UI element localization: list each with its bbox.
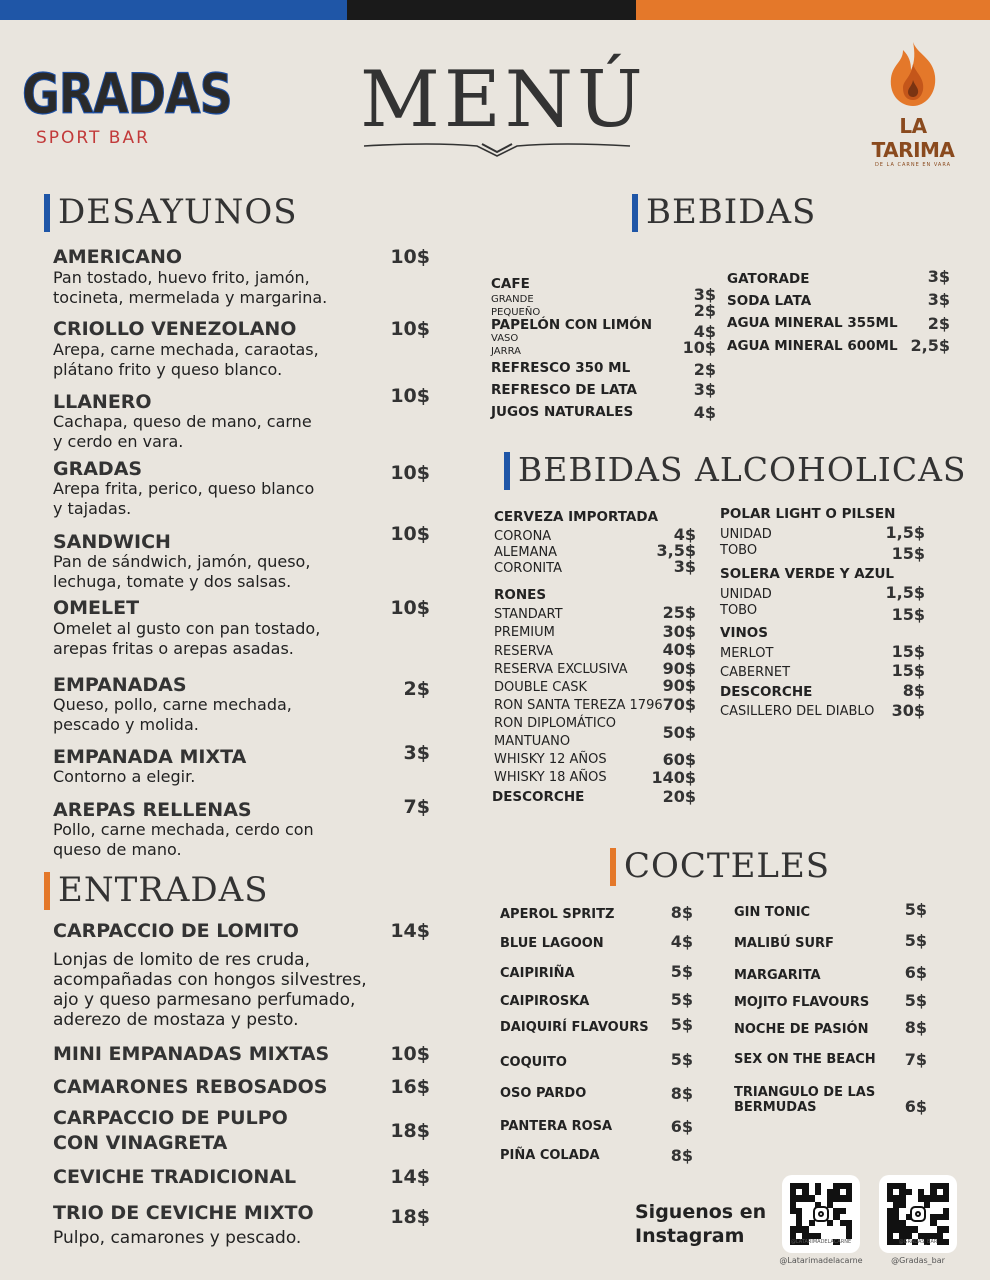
ron-diplomatico-price: 50$ <box>662 723 696 742</box>
polar-unidad-price: 1,5$ <box>885 523 925 542</box>
bebida-cafe-grande-price: 3$ <box>693 285 716 304</box>
coctel-sex-beach-price: 7$ <box>904 1050 927 1069</box>
item-llanero-name: LLANERO <box>53 391 152 413</box>
ron-standart-name: STANDART <box>494 607 563 622</box>
coctel-aperol-name: APEROL SPRITZ <box>500 907 615 922</box>
coctel-coquito-price: 5$ <box>670 1050 693 1069</box>
polar-unidad-name: UNIDAD <box>720 527 772 542</box>
whisky-12-price: 60$ <box>662 750 696 769</box>
item-sandwich-name: SANDWICH <box>53 531 171 553</box>
item-empanada-mixta-name: EMPANADA MIXTA <box>53 746 247 768</box>
descorche-right-price: 8$ <box>902 681 925 700</box>
bebida-cafe-name: CAFE <box>491 276 530 292</box>
item-carpaccio-lomito-desc-3: ajo y queso parmesano perfumado, <box>53 990 356 1010</box>
coctel-pantera-rosa-price: 6$ <box>670 1117 693 1136</box>
coctel-margarita-price: 6$ <box>904 963 927 982</box>
coctel-gin-tonic-price: 5$ <box>904 900 927 919</box>
ron-santa-tereza-price: 70$ <box>662 695 696 714</box>
la-tarima-logo <box>858 40 968 168</box>
cerveza-alemana-price: 3,5$ <box>656 541 696 560</box>
item-americano-price: 10$ <box>390 246 430 268</box>
item-camarones-price: 16$ <box>390 1076 430 1098</box>
item-criollo-desc-2: plátano frito y queso blanco. <box>53 360 283 379</box>
vino-cabernet-price: 15$ <box>891 661 925 680</box>
item-mini-empanadas-price: 10$ <box>390 1043 430 1065</box>
item-gradas-name: GRADAS <box>53 458 143 480</box>
qr-handle-la-tarima[interactable]: @Latarimadelacarne <box>779 1256 863 1265</box>
item-camarones-name: CAMARONES REBOSADOS <box>53 1076 328 1098</box>
item-carpaccio-pulpo-name-2: CON VINAGRETA <box>53 1132 228 1154</box>
qr-handle-gradas[interactable]: @Gradas_bar <box>891 1256 945 1265</box>
coctel-caipirina-price: 5$ <box>670 962 693 981</box>
ron-standart-price: 25$ <box>662 603 696 622</box>
section-title-alcoholicas: BEBIDAS ALCOHOLICAS <box>504 450 967 490</box>
bebida-soda-lata-price: 3$ <box>927 290 950 309</box>
item-arepas-rellenas-desc-1: Pollo, carne mechada, cerdo con <box>53 820 314 839</box>
bebida-cafe-pequeno-price: 2$ <box>693 301 716 320</box>
section-title-entradas: ENTRADAS <box>44 870 269 910</box>
item-empanada-mixta-desc-1: Contorno a elegir. <box>53 767 196 786</box>
item-carpaccio-lomito-name: CARPACCIO DE LOMITO <box>53 920 299 942</box>
instagram-icon <box>910 1206 926 1222</box>
bebida-refresco-350-name: REFRESCO 350 ML <box>491 360 631 376</box>
bebida-papelon-jarra-price: 10$ <box>682 338 716 357</box>
coctel-margarita-name: MARGARITA <box>734 968 821 983</box>
coctel-malibu-price: 5$ <box>904 931 927 950</box>
vino-merlot-name: MERLOT <box>720 646 774 661</box>
gradas-logo-word: GRADAS <box>22 61 232 127</box>
item-americano-desc-2: tocineta, mermelada y margarina. <box>53 288 328 307</box>
item-ceviche-price: 14$ <box>390 1166 430 1188</box>
cerveza-alemana-name: ALEMANA <box>494 545 558 560</box>
item-carpaccio-lomito-desc-4: aderezo de mostaza y pesto. <box>53 1010 299 1030</box>
item-arepas-rellenas-desc-2: queso de mano. <box>53 840 182 859</box>
coctel-aperol-price: 8$ <box>670 903 693 922</box>
item-arepas-rellenas-name: AREPAS RELLENAS <box>53 799 252 821</box>
item-criollo-price: 10$ <box>390 318 430 340</box>
coctel-bermudas-name-2: BERMUDAS <box>734 1100 817 1115</box>
coctel-oso-pardo-name: OSO PARDO <box>500 1086 587 1101</box>
qr-code-gradas <box>887 1183 949 1245</box>
coctel-sex-beach-name: SEX ON THE BEACH <box>734 1052 876 1067</box>
top-bar-black <box>347 0 636 20</box>
item-gradas-desc-1: Arepa frita, perico, queso blanco <box>53 479 315 498</box>
item-sandwich-desc-1: Pan de sándwich, jamón, queso, <box>53 552 311 571</box>
bebida-refresco-350-price: 2$ <box>693 360 716 379</box>
descorche-left-price: 20$ <box>662 787 696 806</box>
instagram-icon <box>813 1206 829 1222</box>
vino-merlot-price: 15$ <box>891 642 925 661</box>
coctel-coquito-name: COQUITO <box>500 1055 567 1070</box>
coctel-blue-lagoon-price: 4$ <box>670 932 693 951</box>
section-title-cocteles: COCTELES <box>610 846 830 886</box>
item-mini-empanadas-name: MINI EMPANADAS MIXTAS <box>53 1043 330 1065</box>
bebida-refresco-lata-name: REFRESCO DE LATA <box>491 382 638 398</box>
ron-double-cask-price: 90$ <box>662 676 696 695</box>
item-omelet-desc-2: arepas fritas o arepas asadas. <box>53 639 294 658</box>
coctel-pantera-rosa-name: PANTERA ROSA <box>500 1119 613 1134</box>
coctel-blue-lagoon-name: BLUE LAGOON <box>500 936 604 951</box>
descorche-left-name: DESCORCHE <box>492 789 585 805</box>
ron-santa-tereza-name: RON SANTA TEREZA 1796 <box>494 698 663 713</box>
flame-icon <box>881 40 945 110</box>
item-carpaccio-lomito-desc-1: Lonjas de lomito de res cruda, <box>53 950 310 970</box>
bebida-gatorade-name: GATORADE <box>727 271 810 287</box>
coctel-mojito-price: 5$ <box>904 991 927 1010</box>
coctel-caipiroska-price: 5$ <box>670 990 693 1009</box>
ron-premium-name: PREMIUM <box>494 625 555 640</box>
item-carpaccio-pulpo-price: 18$ <box>390 1120 430 1142</box>
ron-reserva-price: 40$ <box>662 640 696 659</box>
ron-reserva-exclusiva-name: RESERVA EXCLUSIVA <box>494 662 628 677</box>
bebida-cafe-pequeno: PEQUEÑO <box>491 307 541 318</box>
solera-unidad-price: 1,5$ <box>885 583 925 602</box>
coctel-pina-colada-name: PIÑA COLADA <box>500 1148 600 1163</box>
item-trio-ceviche-name: TRIO DE CEVICHE MIXTO <box>53 1202 314 1224</box>
item-empanada-mixta-price: 3$ <box>403 742 430 764</box>
item-trio-ceviche-price: 18$ <box>390 1206 430 1228</box>
coctel-gin-tonic-name: GIN TONIC <box>734 905 811 920</box>
item-empanadas-name: EMPANADAS <box>53 674 187 696</box>
bebida-agua-355-name: AGUA MINERAL 355ML <box>727 315 898 331</box>
coctel-bermudas-price: 6$ <box>904 1097 927 1116</box>
bebida-jugos-name: JUGOS NATURALES <box>491 404 634 420</box>
item-carpaccio-lomito-desc-2: acompañadas con hongos silvestres, <box>53 970 367 990</box>
bebida-agua-355-price: 2$ <box>927 314 950 333</box>
item-empanadas-desc-2: pescado y molida. <box>53 715 199 734</box>
item-omelet-name: OMELET <box>53 597 140 619</box>
bebida-jugos-price: 4$ <box>693 403 716 422</box>
whisky-18-name: WHISKY 18 AÑOS <box>494 770 607 785</box>
casillero-name: CASILLERO DEL DIABLO <box>720 704 875 719</box>
bebida-papelon-vaso: VASO <box>491 333 519 344</box>
ron-diplomatico-name-2: MANTUANO <box>494 734 571 749</box>
item-llanero-desc-1: Cachapa, queso de mano, carne <box>53 412 312 431</box>
bebida-papelon-vaso-price: 4$ <box>693 322 716 341</box>
top-bar-orange <box>636 0 990 20</box>
item-llanero-desc-2: y cerdo en vara. <box>53 432 184 451</box>
coctel-noche-pasion-name: NOCHE DE PASIÓN <box>734 1022 869 1037</box>
cerveza-coronita-name: CORONITA <box>494 561 562 576</box>
cerveza-title: CERVEZA IMPORTADA <box>494 509 659 525</box>
whisky-12-name: WHISKY 12 AÑOS <box>494 752 607 767</box>
item-carpaccio-pulpo-name-1: CARPACCIO DE PULPO <box>53 1107 288 1129</box>
item-trio-ceviche-desc: Pulpo, camarones y pescado. <box>53 1228 302 1248</box>
ron-reserva-exclusiva-price: 90$ <box>662 659 696 678</box>
bebida-soda-lata-name: SODA LATA <box>727 293 812 309</box>
page-title: MENÚ <box>360 55 647 145</box>
casillero-price: 30$ <box>891 701 925 720</box>
bebida-agua-600-name: AGUA MINERAL 600ML <box>727 338 898 354</box>
item-omelet-price: 10$ <box>390 597 430 619</box>
coctel-mojito-name: MOJITO FLAVOURS <box>734 995 870 1010</box>
solera-tobo-name: TOBO <box>720 603 758 618</box>
item-gradas-desc-2: y tajadas. <box>53 499 132 518</box>
item-sandwich-price: 10$ <box>390 523 430 545</box>
coctel-caipiroska-name: CAIPIROSKA <box>500 994 590 1009</box>
instagram-text-2: Instagram <box>635 1225 745 1247</box>
coctel-pina-colada-price: 8$ <box>670 1146 693 1165</box>
gradas-logo-sub: SPORT BAR <box>36 128 150 148</box>
coctel-daiquiri-name: DAIQUIRÍ FLAVOURS <box>500 1020 649 1035</box>
gradas-logo <box>22 60 232 148</box>
whisky-18-price: 140$ <box>651 768 696 787</box>
item-empanadas-price: 2$ <box>403 678 430 700</box>
ron-reserva-name: RESERVA <box>494 644 553 659</box>
item-criollo-desc-1: Arepa, carne mechada, caraotas, <box>53 340 319 359</box>
qr-code-la-tarima <box>790 1183 852 1245</box>
bebida-refresco-lata-price: 3$ <box>693 380 716 399</box>
instagram-text-1: Siguenos en <box>635 1201 767 1223</box>
bebida-papelon-name: PAPELÓN CON LIMÓN <box>491 317 653 333</box>
polar-tobo-price: 15$ <box>891 544 925 563</box>
polar-title: POLAR LIGHT O PILSEN <box>720 506 896 522</box>
item-arepas-rellenas-price: 7$ <box>403 796 430 818</box>
coctel-caipirina-name: CAIPIRIÑA <box>500 966 575 981</box>
item-sandwich-desc-2: lechuga, tomate y dos salsas. <box>53 572 292 591</box>
coctel-malibu-name: MALIBÚ SURF <box>734 936 834 951</box>
coctel-noche-pasion-price: 8$ <box>904 1018 927 1037</box>
vinos-title: VINOS <box>720 625 768 641</box>
item-omelet-desc-1: Omelet al gusto con pan tostado, <box>53 619 321 638</box>
cerveza-corona-price: 4$ <box>673 525 696 544</box>
polar-tobo-name: TOBO <box>720 543 758 558</box>
solera-unidad-name: UNIDAD <box>720 587 772 602</box>
item-carpaccio-lomito-price: 14$ <box>390 920 430 942</box>
item-empanadas-desc-1: Queso, pollo, carne mechada, <box>53 695 292 714</box>
ron-premium-price: 30$ <box>662 622 696 641</box>
item-criollo-name: CRIOLLO VENEZOLANO <box>53 318 297 340</box>
rones-title: RONES <box>494 587 547 603</box>
solera-title: SOLERA VERDE Y AZUL <box>720 566 895 582</box>
coctel-oso-pardo-price: 8$ <box>670 1084 693 1103</box>
qr-caption-gradas: @GRADAS_BAR <box>898 1239 938 1245</box>
vino-cabernet-name: CABERNET <box>720 665 791 680</box>
qr-caption-la-tarima: @LATARIMADELACARNE <box>790 1239 852 1245</box>
la-tarima-tagline: DE LA CARNE EN VARA <box>874 162 952 168</box>
solera-tobo-price: 15$ <box>891 605 925 624</box>
item-gradas-price: 10$ <box>390 462 430 484</box>
section-title-desayunos: DESAYUNOS <box>44 192 298 232</box>
top-bar-blue <box>0 0 347 20</box>
la-tarima-wordmark: LA TARIMA <box>871 114 955 162</box>
bebida-gatorade-price: 3$ <box>927 267 950 286</box>
item-americano-name: AMERICANO <box>53 246 182 268</box>
coctel-daiquiri-price: 5$ <box>670 1015 693 1034</box>
item-ceviche-name: CEVICHE TRADICIONAL <box>53 1166 297 1188</box>
item-americano-desc-1: Pan tostado, huevo frito, jamón, <box>53 268 310 287</box>
section-title-bebidas: BEBIDAS <box>632 192 816 232</box>
bebida-papelon-jarra: JARRA <box>491 346 521 357</box>
ron-diplomatico-name-1: RON DIPLOMÁTICO <box>494 716 617 731</box>
title-ornament <box>362 136 632 160</box>
cerveza-corona-name: CORONA <box>494 529 552 544</box>
bebida-cafe-grande: GRANDE <box>491 294 534 305</box>
bebida-agua-600-price: 2,5$ <box>910 336 950 355</box>
cerveza-coronita-price: 3$ <box>673 557 696 576</box>
item-llanero-price: 10$ <box>390 385 430 407</box>
ron-double-cask-name: DOUBLE CASK <box>494 680 588 695</box>
descorche-right-name: DESCORCHE <box>720 684 813 700</box>
coctel-bermudas-name-1: TRIANGULO DE LAS <box>734 1085 876 1100</box>
